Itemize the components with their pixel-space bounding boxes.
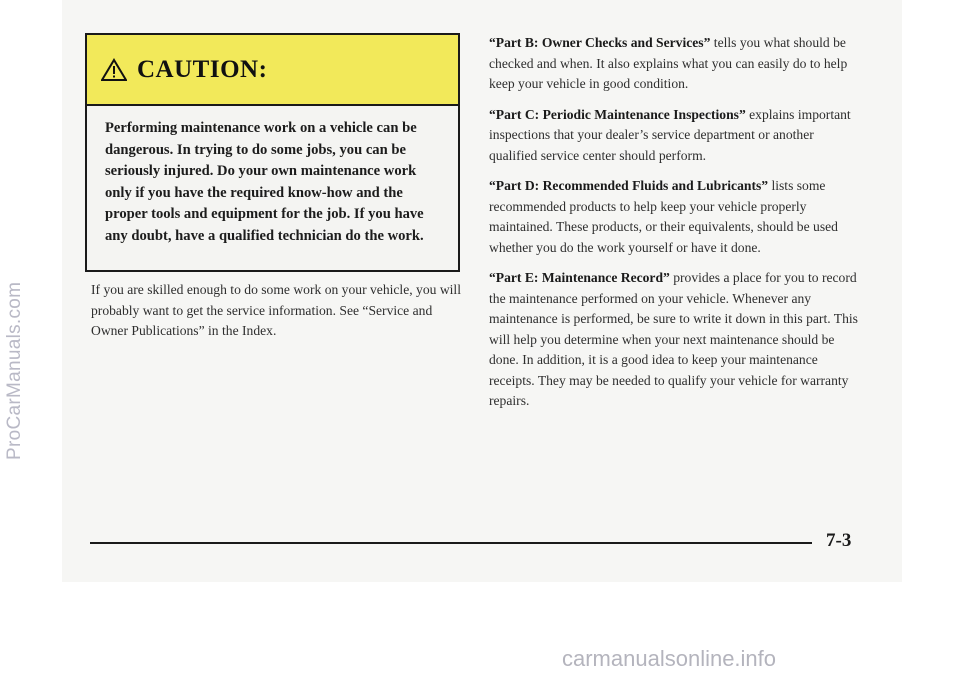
left-paragraph: If you are skilled enough to do some work on your vehicle, you will probably want to get the service information. See “Service and Owner Publications” in the Index. xyxy=(91,282,461,338)
caution-body: Performing maintenance work on a vehicle can be dangerous. In trying to do some jobs, you can be seriously injured. Do your own maintenance work only if you have the required know-how and the proper tools and equipment for the job. If you have any doubt, have a qualified technician do the work. xyxy=(105,120,424,244)
side-watermark: ProCarManuals.com xyxy=(4,281,25,460)
part-c-paragraph xyxy=(489,105,864,167)
part-b-heading: “Part B: Owner Checks and Services” xyxy=(489,35,711,50)
warning-triangle-icon xyxy=(101,58,127,82)
part-d-heading: “Part D: Recommended Fluids and Lubricants” xyxy=(489,178,769,193)
part-c-heading: “Part C: Periodic Maintenance Inspections” xyxy=(489,106,746,122)
part-e-text: provides a place for you to record the maintenance performed on your vehicle. Whenever any maintenance is performed, be sure to write it down in this part. This will help you determine when your next maintenance should be done. In addition, it is a good idea to keep your maintenance receipts. They may be needed to qualify your vehicle for warranty repairs. xyxy=(489,270,858,408)
part-e-paragraph xyxy=(489,268,864,412)
footer-rule xyxy=(90,542,812,544)
part-e-heading: “Part E: Maintenance Record” xyxy=(489,270,670,285)
part-d-paragraph xyxy=(489,176,864,258)
right-column xyxy=(489,33,864,422)
part-b-paragraph xyxy=(489,33,864,95)
caution-header xyxy=(87,35,458,106)
part-d-text: lists some recommended products to help keep your vehicle properly maintained. These products, or their equivalents, should be used whether you do the work yourself or have it done. xyxy=(489,178,838,255)
bottom-watermark: carmanualsonline.info xyxy=(562,646,777,671)
caution-box xyxy=(85,33,460,272)
part-b-text: tells you what should be checked and when. It also explains what you can easily do to help keep your vehicle in good condition. xyxy=(489,35,848,91)
page-number: 7-3 xyxy=(826,530,852,551)
part-c-text: explains important inspections that your dealer’s service department or another qualified service center should perform. xyxy=(489,106,851,163)
caution-title: CAUTION: xyxy=(137,55,268,83)
